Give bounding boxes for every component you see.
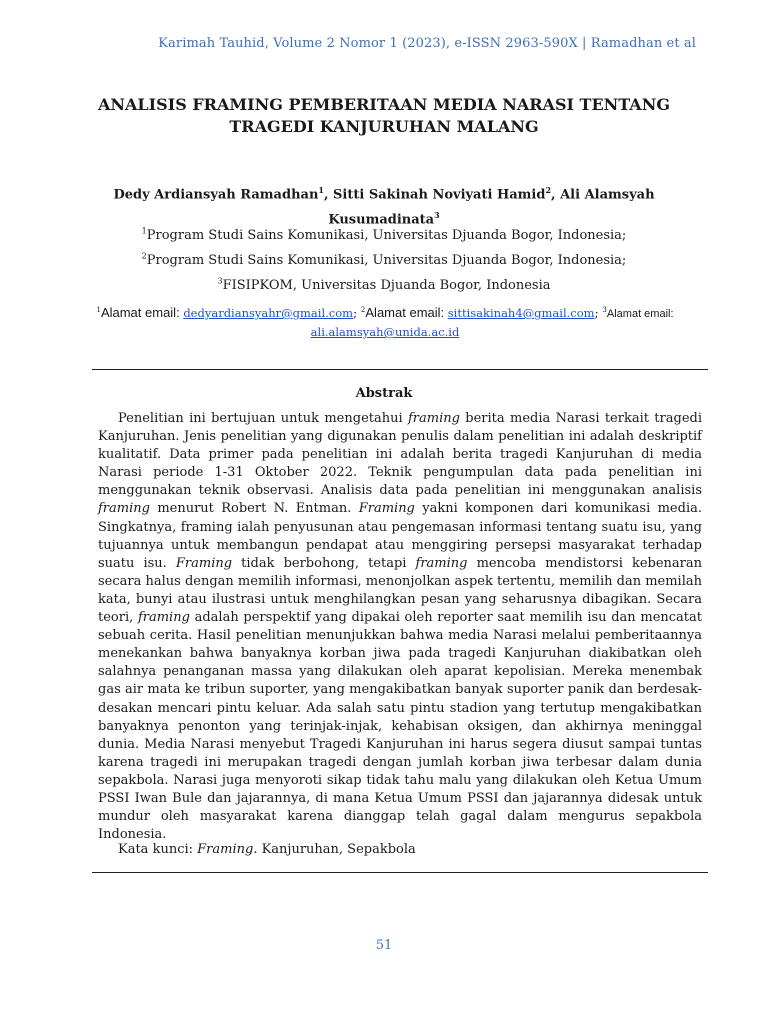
title-line-1: ANALISIS FRAMING PEMBERITAAN MEDIA NARASI TENTANG [97,95,671,114]
abstract-italic-term: Framing [175,555,233,571]
running-header: Karimah Tauhid, Volume 2 Nomor 1 (2023), e-ISSN 2963-590X | Ramadhan et al [158,36,696,51]
author-separator: , [551,187,561,203]
email-link-2[interactable]: sittisakinah4@gmail.com [447,306,595,320]
affiliation-2-text: Program Studi Sains Komunikasi, Universitas Djuanda Bogor, Indonesia; [146,253,627,268]
affiliation-3 [60,277,708,295]
email-2-sup: 2 [360,306,366,314]
author-separator: , [323,187,334,203]
author-3: Ali Alamsyah Kusumadinata [328,187,655,228]
abstract-text: yakni komponen dari komunikasi media. Singkatnya, framing ialah penyusunan atau pengemasan informasi tentang suatu isu, yang tujuannya untuk membangun pendapat atau menggiring persepsi masyarakat terhadap suatu isu. [98,501,702,571]
author-1: Dedy Ardiansyah Ramadhan [113,187,319,203]
abstract-text: Penelitian ini bertujuan untuk mengetahui [118,411,408,426]
keywords-rest: . Kanjuruhan, Sepakbola [253,842,416,857]
email-block [80,304,690,341]
affiliation-1 [60,227,708,245]
email-3-label: Alamat email: [606,308,674,320]
keywords-line [118,842,416,857]
abstract-text: menurut Robert N. Entman. [149,501,359,517]
abstract-italic-term: framing [407,411,460,426]
email-3-sup: 3 [602,306,607,314]
keywords-label: Kata kunci: [118,842,198,857]
affiliation-3-text: FISIPKOM, Universitas Djuanda Bogor, Indonesia [222,278,551,293]
bottom-divider [92,872,708,873]
abstract-italic-term: framing [137,610,190,626]
email-2-label: Alamat email: [365,305,448,320]
author-1-sup: 1 [318,185,324,195]
abstract-italic-term: framing [98,501,150,517]
top-divider [92,369,708,370]
abstract-text: berita media Narasi terkait tragedi Kanjuruhan. Jenis penelitian yang digunakan penulis dalam penelitian ini adalah deskriptif kualitatif. Data primer pada penelitian ini adalah berita tragedi Kanjuruhan di media Narasi periode 1-31 Oktober 2022. Teknik pengumpulan data pada penelitian ini menggunakan teknik observasi. Analisis data pada penelitian ini menggunakan analisis [98,411,702,499]
author-3-sup: 3 [434,210,440,221]
abstract-body [98,410,702,844]
email-separator: ; [353,306,361,320]
abstract-text: mencoba mendistorsi kebenaran secara halus dengan memilih informasi, menonjolkan aspek tertentu, memilih dan memilah kata, bunyi atau ilustrasi untuk menghilangkan pesan yang seharusnya dibagikan. Secara teori, [98,555,703,626]
paper-title [60,94,708,138]
email-link-1[interactable]: dedyardiansyahr@gmail.com [183,306,354,320]
abstract-italic-term: framing [415,555,468,571]
affiliation-1-text: Program Studi Sains Komunikasi, Universitas Djuanda Bogor, Indonesia; [146,228,627,243]
email-separator: ; [594,306,603,320]
abstract-heading: Abstrak [355,386,413,401]
keyword-italic: Framing [197,842,254,857]
email-1-label: Alamat email: [100,305,184,320]
author-2: Sitti Sakinah Noviyati Hamid [333,187,546,203]
affiliation-1-sup: 1 [141,226,147,236]
abstract-text: tidak berbohong, tetapi [232,555,416,571]
email-link-3[interactable]: ali.alamsyah@unida.ac.id [310,325,460,339]
abstract-italic-term: Framing [358,501,415,517]
affiliation-3-sup: 3 [217,276,223,286]
author-list [110,180,658,231]
title-line-2: TRAGEDI KANJURUHAN MALANG [229,117,539,136]
author-2-sup: 2 [545,185,552,195]
affiliation-2-sup: 2 [141,251,147,261]
page-number: 51 [375,938,393,953]
abstract-text: adalah perspektif yang dipakai oleh reporter saat memilih isu dan mencatat sebuah cerita. Hasil penelitian menunjukkan bahwa media Narasi melalui pemberitaannya menekankan bahwa banyaknya korban jiwa pada tragedi Kanjuruhan diakibatkan oleh salahnya penanganan massa yang dilakukan oleh aparat kepolisian. Mereka menembak gas air mata ke tribun suporter, yang mengakibatkan banyak suporter panik dan berdesak-desakan mencari pintu keluar. Ada salah satu pintu stadion yang tertutup mengakibatkan banyaknya penonton yang terinjak-injak, kehabisan oksigen, dan akhirnya meninggal dunia. Media Narasi menyebut Tragedi Kanjuruhan ini harus segera diusut sampai tuntas karena tragedi ini merupakan tragedi dengan jumlah korban jiwa terbesar dalam dunia sepakbola. Narasi juga menyoroti sikap tidak tahu malu yang dilakukan oleh Ketua Umum PSSI Iwan Bule dan jajarannya, di mana Ketua Umum PSSI dan jajarannya didesak untuk mundur oleh masyarakat karena dianggap telah gagal dalam mengurus sepakbola Indonesia. [98,610,702,843]
affiliation-2 [60,252,708,270]
email-1-sup: 1 [96,306,101,314]
